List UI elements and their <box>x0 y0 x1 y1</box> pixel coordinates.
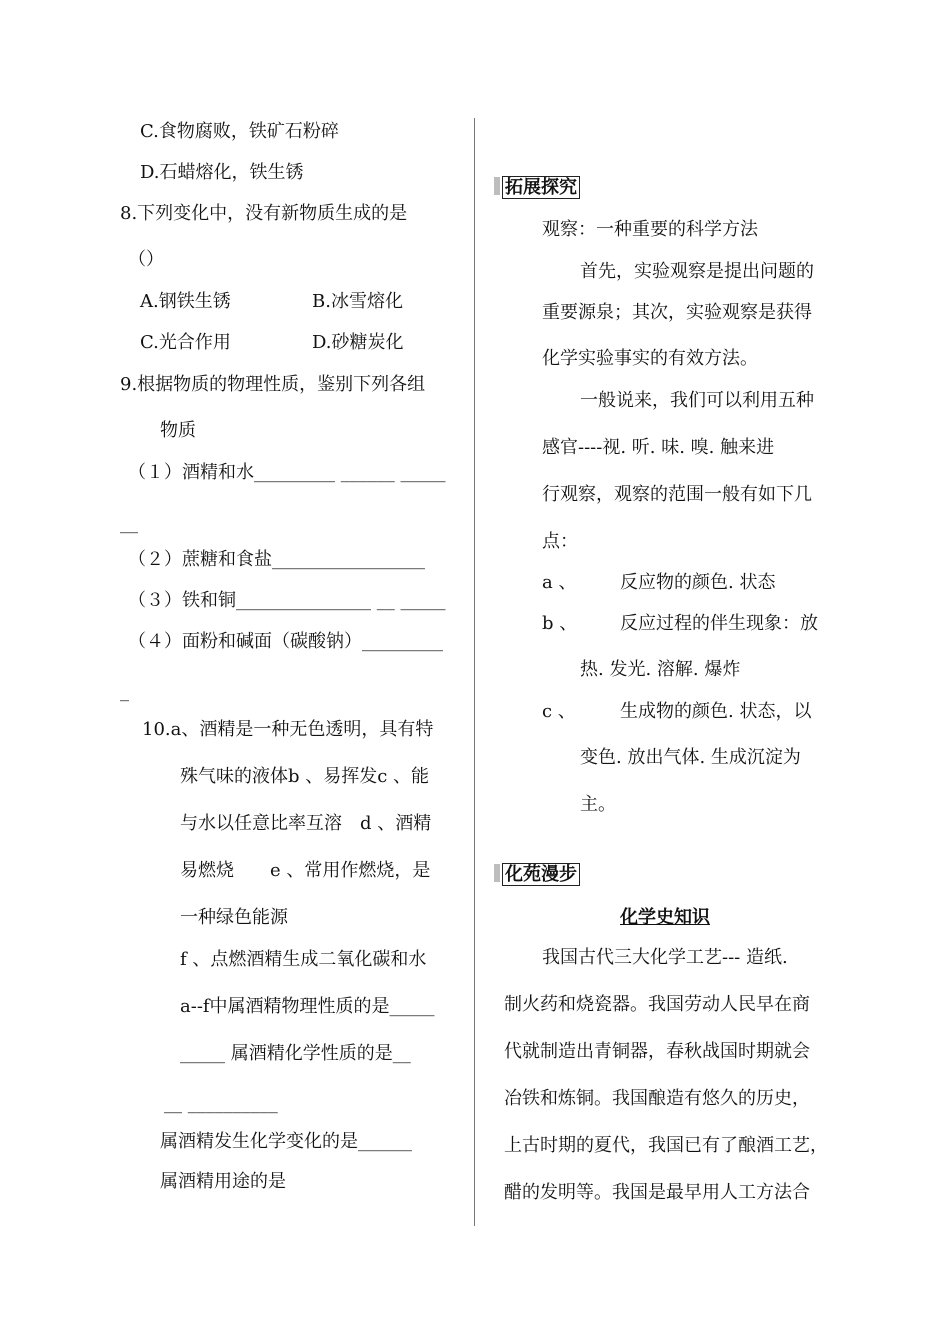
section-heading-garden <box>494 863 580 887</box>
q10-line-10: 属酒精发生化学变化的是______ <box>160 1131 412 1152</box>
section2-line-2: 制火药和烧瓷器。我国劳动人民早在商 <box>504 994 810 1015</box>
q10-line-6: f 、点燃酒精生成二氧化碳和水 <box>180 949 427 970</box>
q7-option-c: C.食物腐败，铁矿石粉碎 <box>140 121 339 142</box>
section1-p1-line-2: 重要源泉；其次，实验观察是获得 <box>542 302 812 323</box>
q10-line-2: 殊气味的液体b 、易挥发c 、能 <box>180 766 430 787</box>
q9-part-2: （２）蔗糖和食盐_________________ <box>128 549 425 570</box>
section-heading-explore <box>494 176 580 200</box>
item-a-label: a 、 <box>542 572 577 593</box>
item-b-text: 反应过程的伴生现象：放 <box>620 613 818 634</box>
q8-option-a: A.钢铁生锈 <box>140 291 231 312</box>
q10-line-7: a--f中属酒精物理性质的是_____ <box>180 996 435 1017</box>
section1-p2-line-4: 点： <box>542 531 578 552</box>
item-c-cont-2: 主。 <box>580 794 616 815</box>
item-b-cont: 热. 发光. 溶解. 爆炸 <box>580 659 741 680</box>
q8-option-d: D.砂糖炭化 <box>312 332 404 353</box>
section-heading-label: 拓展探究 <box>502 176 580 199</box>
item-a-text: 反应物的颜色. 状态 <box>620 572 776 593</box>
q9-part-3: （３）铁和铜_______________ __ _____ <box>128 590 446 611</box>
section2-line-5: 上古时期的夏代，我国已有了酿酒工艺， <box>504 1135 828 1156</box>
q10-line-8: _____ 属酒精化学性质的是__ <box>180 1043 411 1064</box>
section-heading-label: 化苑漫步 <box>502 863 580 886</box>
section2-line-6: 醋的发明等。我国是最早用人工方法合 <box>504 1182 810 1203</box>
q9-part-4-cont: _ <box>120 681 129 702</box>
q9-part-1-cont: __ <box>120 513 138 534</box>
q8-stem: 8.下列变化中，没有新物质生成的是 <box>120 203 408 224</box>
heading-bar-icon <box>494 864 500 882</box>
heading-bar-icon <box>494 177 500 195</box>
q9-part-1: （１）酒精和水_________ ______ _____ <box>128 462 446 483</box>
section2-line-1: 我国古代三大化学工艺--- 造纸. <box>542 947 788 968</box>
q8-option-c: C.光合作用 <box>140 332 231 353</box>
item-c-text: 生成物的颜色. 状态，以 <box>620 701 812 722</box>
q10-line-5: 一种绿色能源 <box>180 907 288 928</box>
q9-stem-cont: 物质 <box>160 420 196 441</box>
section2-title: 化学史知识 <box>620 907 710 928</box>
q7-option-d: D.石蜡熔化，铁生锈 <box>140 162 304 183</box>
q9-stem: 9.根据物质的物理性质，鉴别下列各组 <box>120 374 426 395</box>
q10-line-4: 易燃烧 e 、常用作燃烧，是 <box>180 860 431 881</box>
section1-p2-line-3: 行观察，观察的范围一般有如下几 <box>542 484 812 505</box>
section2-line-4: 冶铁和炼铜。我国酿造有悠久的历史， <box>504 1088 810 1109</box>
item-c-cont-1: 变色. 放出气体. 生成沉淀为 <box>580 747 801 768</box>
section2-line-3: 代就制造出青铜器，春秋战国时期就会 <box>504 1041 810 1062</box>
item-b-label: b 、 <box>542 613 578 634</box>
section1-p1-line-1: 首先，实验观察是提出问题的 <box>580 261 814 282</box>
q10-line-3: 与水以任意比率互溶 d 、酒精 <box>180 813 432 834</box>
q10-line-9: __ __________ <box>164 1093 278 1114</box>
section1-p2-line-1: 一般说来，我们可以利用五种 <box>580 390 814 411</box>
q10-line-1: 10.a、酒精是一种无色透明，具有特 <box>142 719 434 740</box>
section1-p2-line-2: 感官----视. 听. 味. 嗅. 触来进 <box>542 437 775 458</box>
item-c-label: c 、 <box>542 701 576 722</box>
section1-title: 观察：一种重要的科学方法 <box>542 219 758 240</box>
q8-paren: （） <box>128 249 164 270</box>
q8-option-b: B.冰雪熔化 <box>312 291 403 312</box>
q9-part-4: （４）面粉和碱面（碳酸钠）_________ <box>128 631 443 652</box>
section1-p1-line-3: 化学实验事实的有效方法。 <box>542 348 758 369</box>
column-divider <box>474 118 475 1226</box>
q10-line-11: 属酒精用途的是 <box>160 1171 286 1192</box>
